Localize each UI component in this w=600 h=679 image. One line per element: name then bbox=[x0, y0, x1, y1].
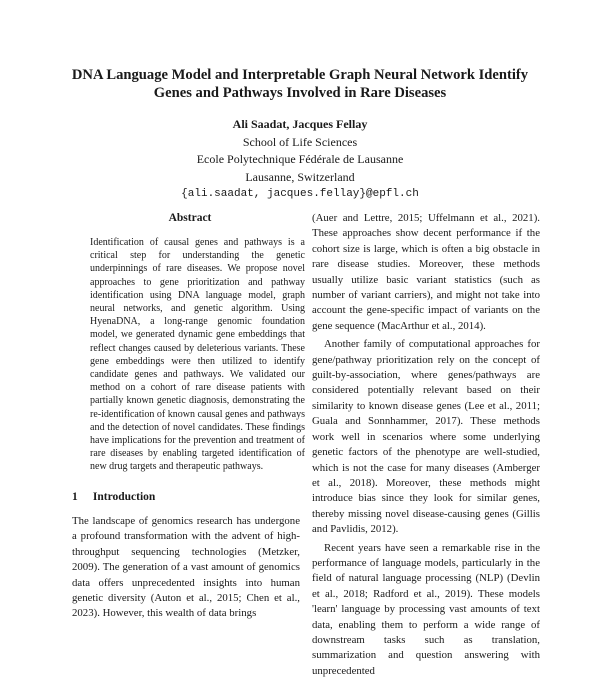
abstract-heading: Abstract bbox=[168, 212, 212, 224]
title-line-2: Genes and Pathways Involved in Rare Diseases bbox=[153, 85, 447, 101]
affiliation-location: Lausanne, Switzerland bbox=[245, 169, 355, 184]
author-block bbox=[100, 116, 500, 204]
affiliation-school: School of Life Sciences bbox=[242, 134, 358, 149]
affiliation-institution: Ecole Polytechnique Fédérale de Lausanne bbox=[196, 152, 404, 166]
introduction-paragraph-1: The landscape of genomics research has undergone a profound transformation with the advent of high-throughput sequencing technologies (Metzker, 2009). The generation of a vast amount of genomics data offers unprecedented insights into human genetic diversity (Auton et al., 2015; Chen et al., 2023). However, this wealth of data brings bbox=[72, 515, 300, 620]
author-email: {ali.saadat, jacques.fellay}@epfl.ch bbox=[181, 188, 419, 200]
title-line-1: DNA Language Model and Interpretable Graph Neural Network Identify bbox=[71, 67, 529, 83]
right-column bbox=[312, 211, 540, 679]
right-paragraph-2: Another family of computational approaches for gene/pathway prioritization rely on the concept of guilt-by-association, where genes/pathways are considered potentially relevant based on their similarity to known disease genes (Lee et al., 2011; Guala and Sonnhammer, 2017). These methods work well in scenarios where some underlying genetic factors of the phenotype are well-studied, which is not the case for many diseases (Amberger et al., 2018). Moreover, these methods might introduce bias since they look for similar genes, thereby missing novel disease-causing genes (Gillis and Pavlidis, 2012). bbox=[312, 338, 540, 536]
abstract-body bbox=[90, 236, 305, 474]
paper-title bbox=[40, 66, 560, 102]
right-paragraph-3: Recent years have seen a remarkable rise in the performance of language models, particularly in the field of natural language processing (NLP) (Devlin et al., 2018; Radford et al., 2019). These models 'learn' language by processing vast amounts of text data, enabling them to perform a wide range of downstream tasks such as translation, summarization and question answering with unprecedented bbox=[312, 541, 540, 677]
section-title: Introduction bbox=[92, 491, 156, 503]
section-number: 1 bbox=[72, 491, 78, 503]
right-paragraph-1: (Auer and Lettre, 2015; Uffelmann et al., 2021). These approaches show decent performance if the cohort size is large, which is often a big obstacle in rare disease studies. Moreover, these methods usually utilize basic variant statistics (such as number of variant carriers), and might not take into account the gene-specific impact of variants on the gene sequence (MacArthur et al., 2014). bbox=[312, 212, 540, 332]
section-heading-introduction bbox=[72, 491, 155, 503]
introduction-body bbox=[72, 514, 300, 622]
abstract-text: Identification of causal genes and pathways is a critical step for understanding the genetic underpinnings of rare diseases. We propose novel approaches to gene prioritization and pathway identification using DNA language model, graph neural networks, and genetic algorithm. Using HyenaDNA, a long-range genomic foundation model, we generated dynamic gene embeddings that reflect changes caused by deleterious variants. These gene embeddings were then utilized to identify candidate genes and pathways. We validated our method on a cohort of rare disease patients with partially known genetic diagnosis, demonstrating the re-identification of known causal genes and pathways and the detection of novel candidates. These findings have implications for the prevention and treatment of rare diseases by enabling targeted identification of new drug targets and therapeutic pathways. bbox=[90, 237, 305, 473]
author-names: Ali Saadat, Jacques Fellay bbox=[232, 117, 368, 131]
